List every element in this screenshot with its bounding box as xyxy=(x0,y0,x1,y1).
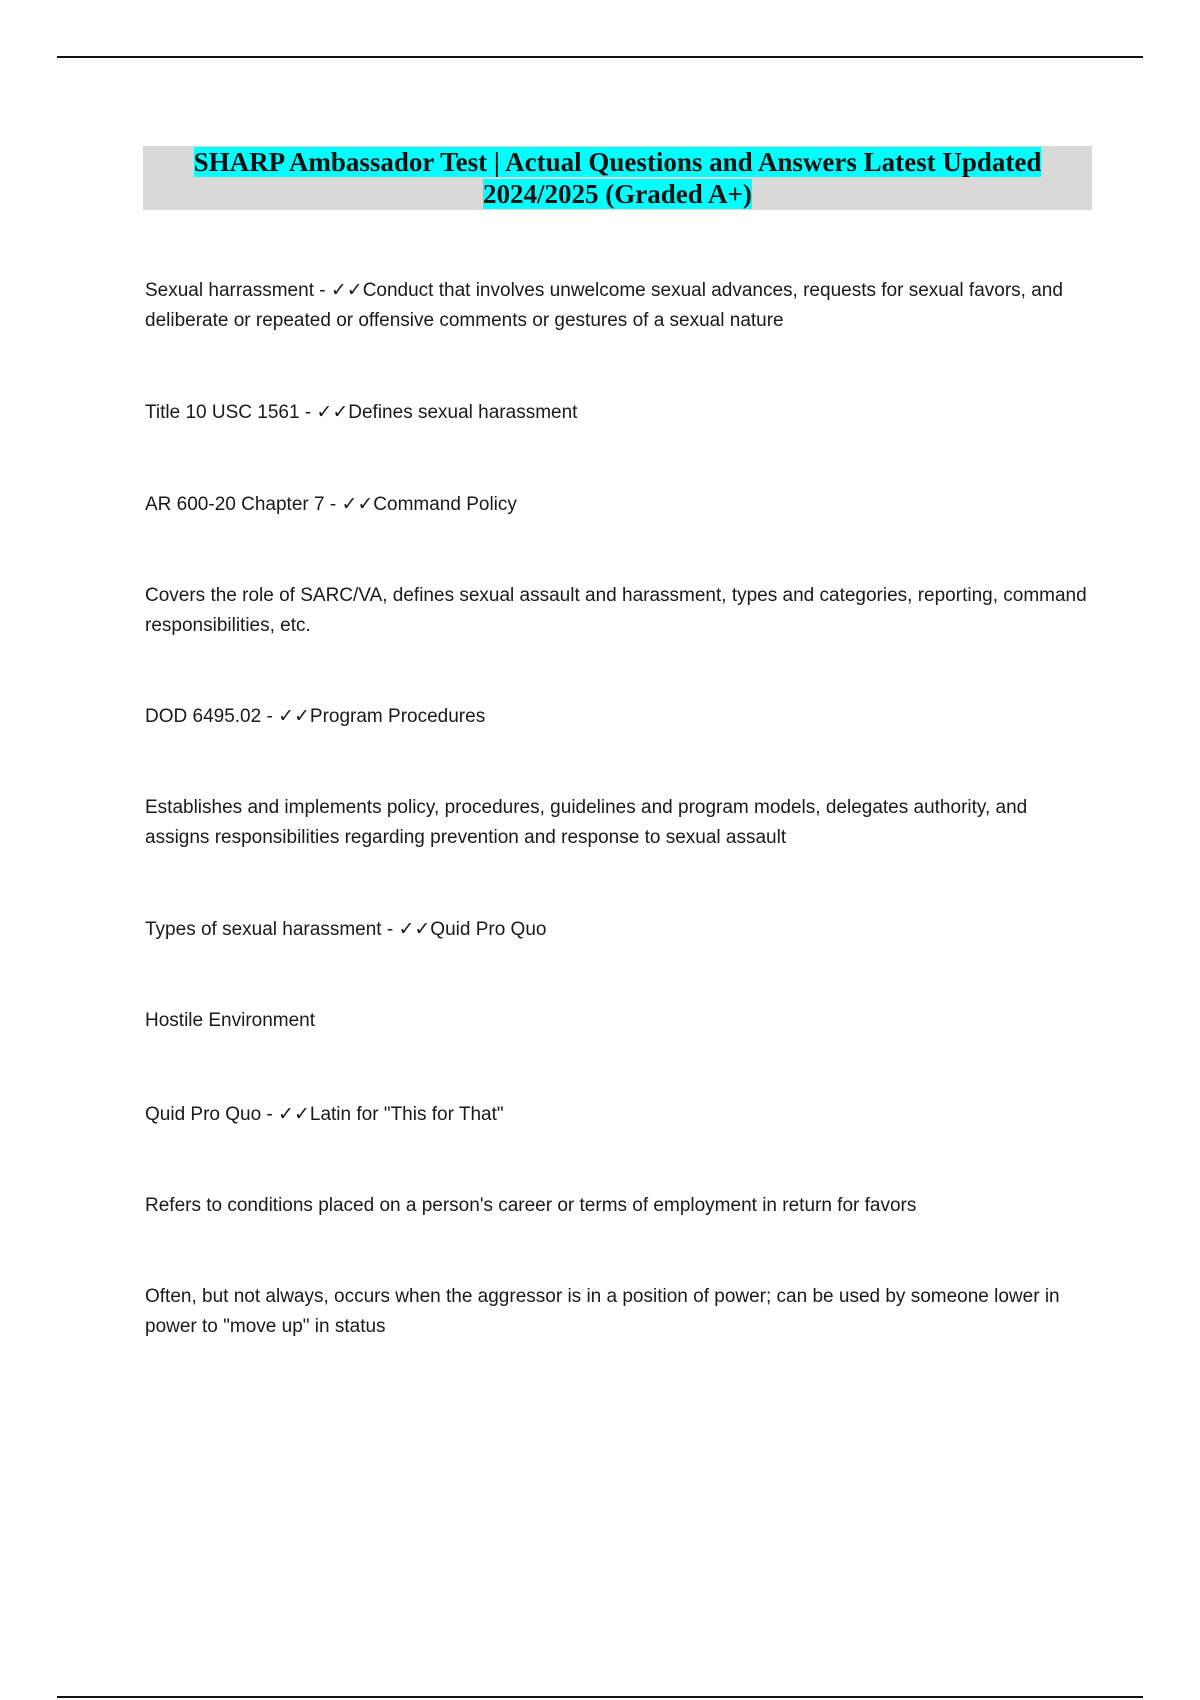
paragraph-refers-to: Refers to conditions placed on a person's career or terms of employment in return for favors xyxy=(145,1195,917,1216)
paragraph-quid-pro-quo: Quid Pro Quo - ✓✓Latin for "This for That" xyxy=(145,1104,504,1125)
document-body xyxy=(145,276,1095,1342)
document-title xyxy=(143,146,1092,210)
paragraph-covers-role: Covers the role of SARC/VA, defines sexual assault and harassment, types and categories, reporting, command responsibilities, etc. xyxy=(145,585,1087,636)
paragraph-often: Often, but not always, occurs when the aggressor is in a position of power; can be used by someone lower in power to "move up" in status xyxy=(145,1286,1060,1337)
title-line-1: SHARP Ambassador Test | Actual Questions and Answers Latest Updated xyxy=(193,147,1042,177)
paragraph-sexual-harassment: Sexual harrassment - ✓✓Conduct that involves unwelcome sexual advances, requests for sexual favors, and deliberate or repeated or offensive comments or gestures of a sexual nature xyxy=(145,280,1063,331)
paragraph-title-10-usc: Title 10 USC 1561 - ✓✓Defines sexual harassment xyxy=(145,402,578,423)
paragraph-types: Types of sexual harassment - ✓✓Quid Pro Quo xyxy=(145,919,547,940)
paragraph-hostile-environment: Hostile Environment xyxy=(145,1010,316,1031)
paragraph-establishes: Establishes and implements policy, procedures, guidelines and program models, delegates authority, and assigns responsibilities regarding prevention and response to sexual assault xyxy=(145,797,1028,848)
paragraph-ar-600-20: AR 600-20 Chapter 7 - ✓✓Command Policy xyxy=(145,494,517,515)
title-line-2: 2024/2025 (Graded A+) xyxy=(483,179,752,209)
bottom-rule xyxy=(57,1696,1143,1698)
paragraph-dod-6495: DOD 6495.02 - ✓✓Program Procedures xyxy=(145,706,486,727)
top-rule xyxy=(57,56,1143,58)
